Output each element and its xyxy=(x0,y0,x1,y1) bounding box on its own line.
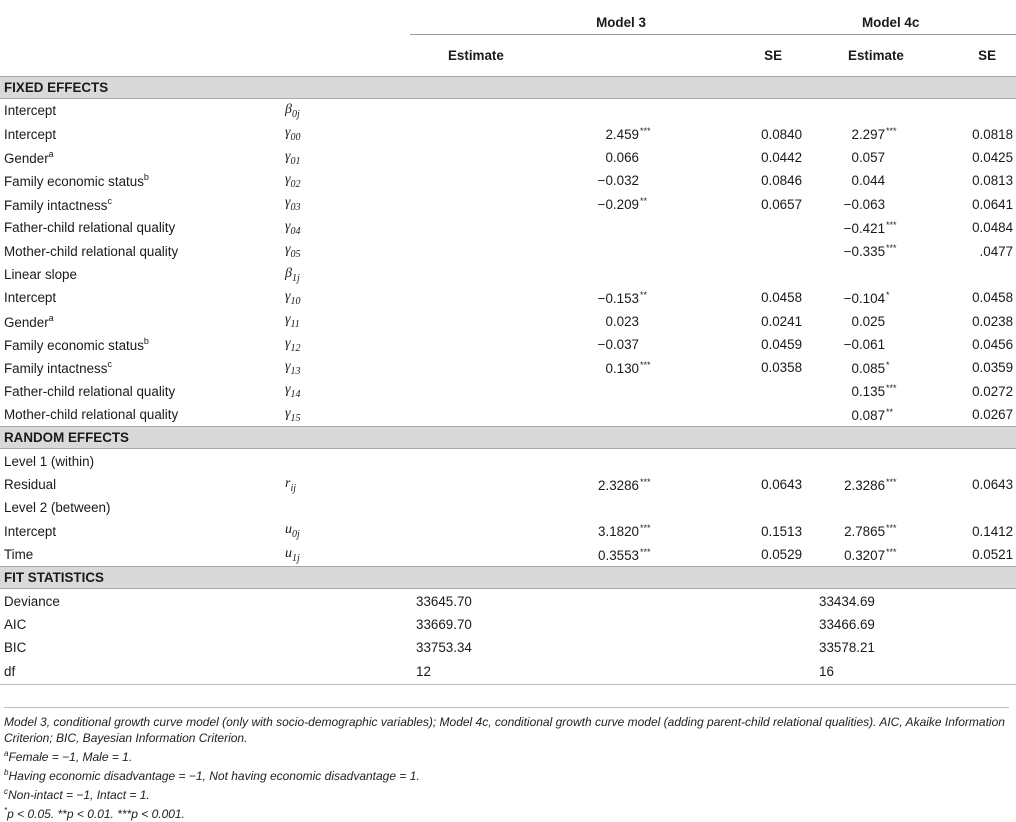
model4c-estimate xyxy=(812,496,918,519)
model3-estimate: 0.3553*** xyxy=(598,546,651,563)
parameter-symbol: $\beta_{0j}$ xyxy=(285,101,300,120)
model3-estimate xyxy=(410,216,672,239)
model3-estimate xyxy=(410,263,672,286)
model3-se: 0.0529 xyxy=(761,547,803,563)
model3-estimate xyxy=(410,239,672,262)
model3-estimate xyxy=(410,99,672,123)
parameter-symbol: $r_{ij}$ xyxy=(285,475,297,494)
model4c-se: 0.0484 xyxy=(972,220,1014,236)
model4c-se: 0.0425 xyxy=(972,149,1014,165)
table-row xyxy=(0,543,1016,567)
model3-estimate xyxy=(410,403,672,427)
parameter-symbol: $u_{0j}$ xyxy=(285,522,300,541)
table-row xyxy=(0,146,1016,169)
parameter-symbol: $u_{1j}$ xyxy=(285,545,300,564)
model4c-estimate xyxy=(812,99,918,123)
model3-se: 0.0458 xyxy=(761,290,803,306)
table-row xyxy=(0,333,1016,356)
row-label: Time xyxy=(4,547,34,563)
model4c-fit-value: 33466.69 xyxy=(819,617,875,632)
model4c-estimate xyxy=(812,263,918,286)
table-row xyxy=(0,520,1016,543)
model4c-se: 0.0813 xyxy=(972,173,1014,189)
model4c-heading: Model 4c xyxy=(862,14,920,30)
model4c-se-header: SE xyxy=(918,34,1016,77)
model3-fit-value: 33753.34 xyxy=(416,640,472,656)
row-label: Intercept xyxy=(4,290,57,306)
model4c-estimate: 0.044 xyxy=(851,173,886,189)
parameter-symbol xyxy=(285,449,410,473)
model3-fit-value: 33645.70 xyxy=(416,593,472,609)
note-main: Model 3, conditional growth curve model (only with socio-demographic variables); Model 4c, conditional growth curve model (adding parent-child relational qualities). AIC, Akaike Information Criterion; BIC, Bayesian Information Criterion. xyxy=(4,715,1005,745)
model4c-se: 0.0641 xyxy=(972,196,1014,212)
row-label: Father-child relational quality xyxy=(4,383,176,399)
table-row xyxy=(0,169,1016,192)
table-row xyxy=(0,310,1016,333)
model3-estimate xyxy=(410,496,672,519)
model3-estimate xyxy=(410,449,672,473)
model4c-se: 0.0643 xyxy=(972,477,1014,493)
model4c-fit-value: 33434.69 xyxy=(819,593,875,609)
parameter-symbol: $\gamma_{11}$ xyxy=(285,312,300,331)
table-row xyxy=(0,263,1016,286)
model3-se: 0.0358 xyxy=(761,360,803,376)
table-row xyxy=(0,239,1016,262)
model-header-row xyxy=(0,0,1016,34)
model4c-se: 0.0272 xyxy=(972,383,1014,399)
table-row xyxy=(0,449,1016,473)
model3-se: 0.0846 xyxy=(761,173,803,189)
model3-estimate: −0.032 xyxy=(597,173,639,189)
note-a: $^a$Female = −1, Male = 1. xyxy=(4,749,133,764)
model3-estimate: 2.3286*** xyxy=(598,476,651,493)
model3-se: 0.0459 xyxy=(761,337,803,353)
model3-se xyxy=(672,496,812,519)
model4c-se: 0.0238 xyxy=(972,313,1014,329)
model3-heading: Model 3 xyxy=(596,14,646,30)
section-fit-statistics: FIT STATISTICS xyxy=(0,567,1016,589)
row-label: Deviance xyxy=(4,593,60,609)
table-row xyxy=(0,356,1016,379)
row-label: Residual xyxy=(4,477,57,493)
table-row xyxy=(0,122,1016,145)
column-header-row xyxy=(0,34,1016,77)
model4c-se xyxy=(918,99,1016,123)
model3-estimate: 0.130*** xyxy=(605,359,651,376)
model4c-estimate: 0.057 xyxy=(851,149,886,165)
model3-se: 0.0442 xyxy=(761,149,803,165)
section-fixed-effects: FIXED EFFECTS xyxy=(0,77,1016,99)
model3-se: 0.1513 xyxy=(761,523,803,539)
row-label: Gender$^a$ xyxy=(4,148,54,166)
parameter-symbol: $\gamma_{02}$ xyxy=(285,171,301,190)
model4c-estimate: 2.297*** xyxy=(851,126,897,143)
model3-fit-value: 33669.70 xyxy=(416,617,472,632)
model4c-se: 0.0267 xyxy=(972,407,1014,423)
parameter-symbol: $\gamma_{03}$ xyxy=(285,195,301,214)
model4c-se: 0.0521 xyxy=(972,547,1014,563)
model4c-se: 0.1412 xyxy=(972,523,1014,539)
model3-se xyxy=(672,99,812,123)
row-label: Family economic status$^b$ xyxy=(4,172,149,190)
model3-se: 0.0657 xyxy=(761,196,803,212)
section-random-effects: RANDOM EFFECTS xyxy=(0,427,1016,449)
model3-estimate: 0.023 xyxy=(605,313,639,329)
model4c-se: 0.0458 xyxy=(972,290,1014,306)
model3-se: 0.0241 xyxy=(761,313,803,329)
table-row xyxy=(0,216,1016,239)
model4c-estimate xyxy=(812,449,918,473)
parameter-symbol: $\gamma_{10}$ xyxy=(285,288,301,307)
row-label: Mother-child relational quality xyxy=(4,243,179,259)
parameter-symbol: $\gamma_{12}$ xyxy=(285,335,301,354)
model4c-se: 0.0456 xyxy=(972,337,1014,353)
parameter-symbol: $\gamma_{15}$ xyxy=(285,405,301,424)
row-label: Mother-child relational quality xyxy=(4,407,179,423)
model4c-se: 0.0818 xyxy=(972,126,1014,142)
model4c-estimate: −0.335*** xyxy=(843,243,897,260)
model4c-estimate: −0.063 xyxy=(843,196,886,212)
fit-row xyxy=(0,636,1016,659)
parameter-symbol: $\beta_{1j}$ xyxy=(285,265,300,284)
row-label: df xyxy=(0,660,285,685)
model4c-se: .0477 xyxy=(979,243,1014,259)
note-b: $^b$Having economic disadvantage = −1, Not having economic disadvantage = 1. xyxy=(4,768,420,783)
model3-se xyxy=(672,449,812,473)
model4c-estimate: −0.104* xyxy=(843,289,890,306)
model4c-estimate: 2.7865*** xyxy=(844,523,897,540)
model4c-estimate: 0.135*** xyxy=(851,383,897,400)
parameter-symbol: $\gamma_{05}$ xyxy=(285,242,301,260)
model3-se xyxy=(672,403,812,427)
model3-estimate: 3.1820*** xyxy=(598,523,651,540)
model3-se xyxy=(672,380,812,403)
model4c-se xyxy=(918,449,1016,473)
model3-estimate: −0.153** xyxy=(597,289,648,306)
row-label: Linear slope xyxy=(4,266,77,282)
model4c-estimate: 0.3207*** xyxy=(844,546,897,563)
row-label: Gender$^a$ xyxy=(4,312,54,330)
model4c-se: 0.0359 xyxy=(972,360,1014,376)
table-row xyxy=(0,99,1016,123)
row-label: AIC xyxy=(4,617,27,632)
fit-row xyxy=(0,660,1016,685)
model4c-estimate-header: Estimate xyxy=(812,34,918,77)
row-label: Family economic status$^b$ xyxy=(4,336,149,354)
model4c-estimate: 0.085* xyxy=(851,359,890,376)
parameter-symbol xyxy=(285,496,410,519)
parameter-symbol: $\gamma_{04}$ xyxy=(285,218,301,237)
model4c-estimate: 0.025 xyxy=(851,313,886,329)
model4c-se xyxy=(918,496,1016,519)
model3-estimate: 0.066 xyxy=(605,149,639,165)
table-row xyxy=(0,380,1016,403)
note-c: $^c$Non-intact = −1, Intact = 1. xyxy=(4,787,150,802)
row-label: Family intactness$^c$ xyxy=(4,195,112,213)
model3-se xyxy=(672,263,812,286)
model3-se: 0.0840 xyxy=(761,126,803,142)
table-notes xyxy=(4,707,1009,822)
fit-row xyxy=(0,589,1016,613)
fit-row xyxy=(0,613,1016,636)
model3-estimate: 2.459*** xyxy=(605,126,651,143)
row-label: Intercept xyxy=(4,126,57,142)
model4c-estimate: −0.421*** xyxy=(843,219,897,236)
model4c-se xyxy=(918,263,1016,286)
model3-estimate: −0.209** xyxy=(597,196,648,213)
row-label: Intercept xyxy=(4,103,57,119)
table-row xyxy=(0,473,1016,496)
model4c-estimate: 0.087** xyxy=(851,406,894,423)
row-label: Family intactness$^c$ xyxy=(4,359,112,377)
parameter-symbol: $\gamma_{13}$ xyxy=(285,359,301,377)
parameter-symbol: $\gamma_{01}$ xyxy=(285,148,301,167)
model3-se: 0.0643 xyxy=(761,477,803,493)
model3-estimate xyxy=(410,380,672,403)
model4c-estimate: −0.061 xyxy=(843,337,886,353)
table-row xyxy=(0,496,1016,519)
table-row xyxy=(0,286,1016,309)
parameter-symbol: $\gamma_{00}$ xyxy=(285,125,301,143)
model3-se-header: SE xyxy=(672,34,812,77)
row-label: Father-child relational quality xyxy=(4,220,176,236)
model3-se xyxy=(672,216,812,239)
row-label: Intercept xyxy=(4,523,57,539)
note-p: *p < 0.05. **p < 0.01. ***p < 0.001. xyxy=(4,806,185,821)
model4c-estimate: 2.3286*** xyxy=(844,476,897,493)
parameter-symbol: $\gamma_{14}$ xyxy=(285,382,301,401)
model4c-fit-value: 16 xyxy=(812,660,1016,685)
row-label: BIC xyxy=(4,640,27,656)
row-label: Level 1 (within) xyxy=(4,453,95,469)
model4c-fit-value: 33578.21 xyxy=(819,640,875,656)
model3-fit-value: 12 xyxy=(410,660,812,685)
model3-estimate-header: Estimate xyxy=(410,34,672,77)
table-row xyxy=(0,403,1016,427)
model3-estimate: −0.037 xyxy=(597,337,639,353)
model3-se xyxy=(672,239,812,262)
row-label: Level 2 (between) xyxy=(4,500,111,516)
table-row xyxy=(0,193,1016,216)
